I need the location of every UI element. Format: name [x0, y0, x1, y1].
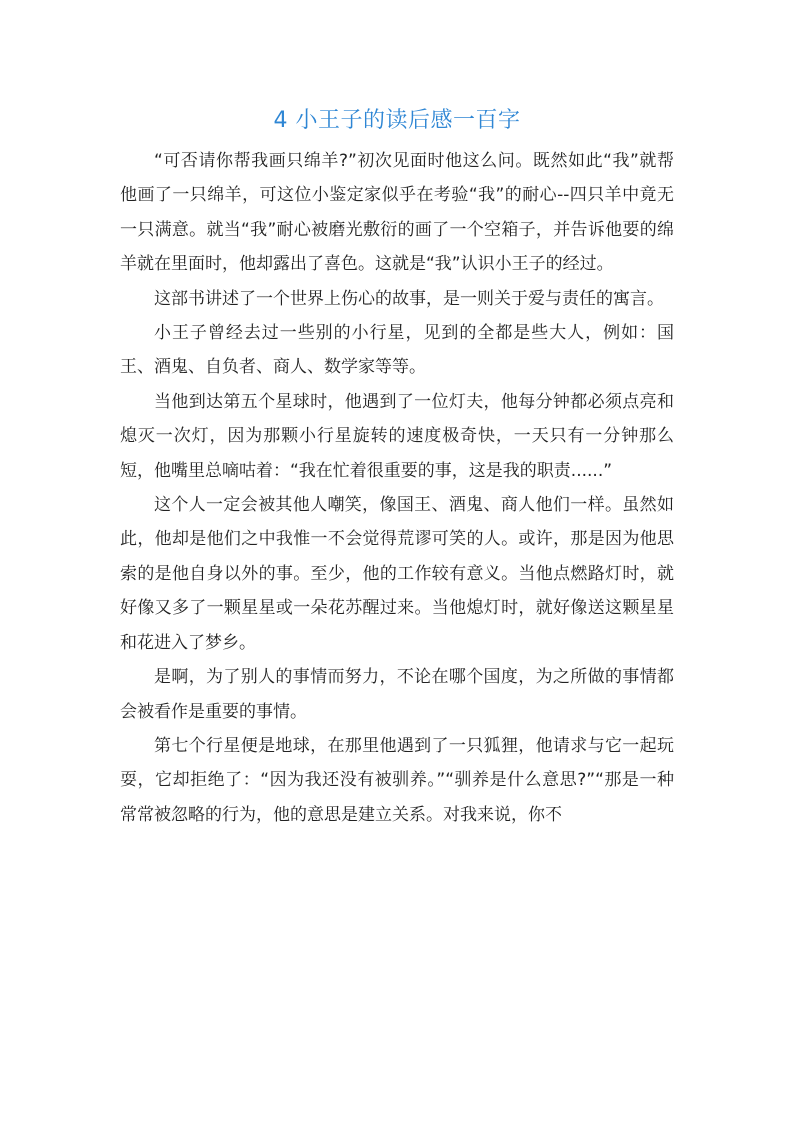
paragraph-1: “可否请你帮我画只绵羊?”初次见面时他这么问。既然如此“我”就帮他画了一只绵羊，可这位小鉴定家似乎在考验“我”的耐心--四只羊中竟无一只满意。就当“我”耐心被磨光敷衍的画了一个空箱子，并告诉他要的绵羊就在里面时，他却露出了喜色。这就是“我”认识小王子的经过。: [120, 151, 674, 275]
paragraph-3: 小王子曾经去过一些别的小行星，见到的全都是些大人，例如：国王、酒鬼、自负者、商人、数学家等等。: [120, 323, 674, 378]
paragraph-4: 当他到达第五个星球时，他遇到了一位灯夫，他每分钟都必须点亮和熄灭一次灯，因为那颗小行星旋转的速度极奇快，一天只有一分钟那么短，他嘴里总嘀咕着：“我在忙着很重要的事，这是我的职责......”: [120, 391, 674, 481]
paragraph-6: 是啊，为了别人的事情而努力，不论在哪个国度，为之所做的事情都会被看作是重要的事情。: [120, 667, 674, 722]
paragraph-5: 这个人一定会被其他人嘲笑，像国王、酒鬼、商人他们一样。虽然如此，他却是他们之中我惟一不会觉得荒谬可笑的人。或许，那是因为他思索的是他自身以外的事。至少，他的工作较有意义。当他点燃路灯时，就好像又多了一颗星星或一朵花苏醒过来。当他熄灯时，就好像送这颗星星和花进入了梦乡。: [120, 495, 674, 653]
paragraph-7: 第七个行星便是地球，在那里他遇到了一只狐狸，他请求与它一起玩耍，它却拒绝了：“因为我还没有被驯养。”“驯养是什么意思?”“那是一种常常被忽略的行为，他的意思是建立关系。对我来说，你不: [120, 735, 674, 825]
document-title: 4 小王子的读后感一百字: [273, 108, 521, 133]
paragraph-2: 这部书讲述了一个世界上伤心的故事，是一则关于爱与责任的寓言。: [154, 288, 664, 309]
